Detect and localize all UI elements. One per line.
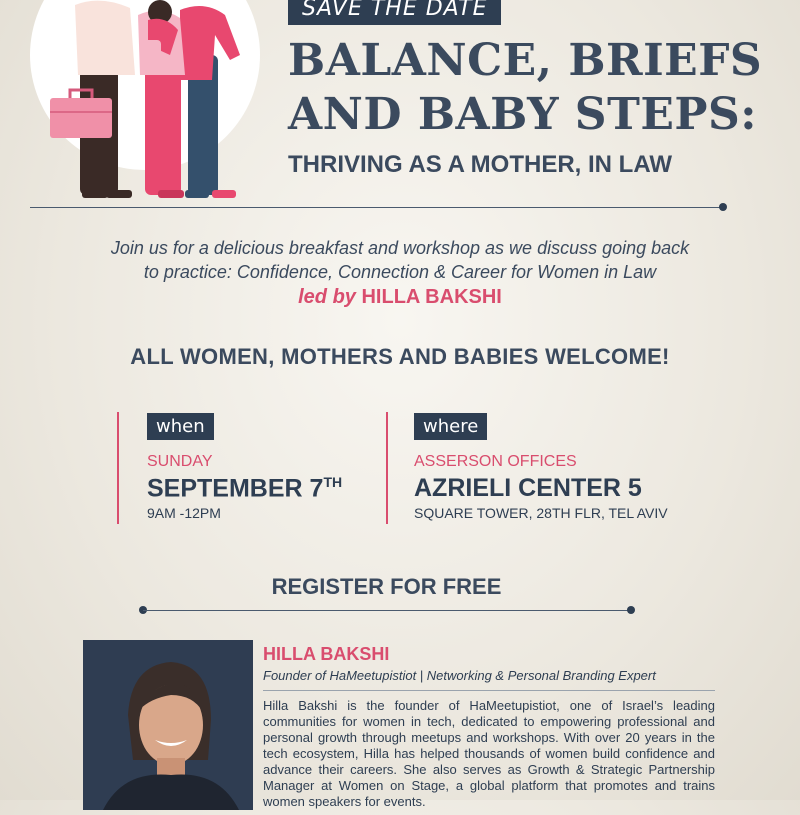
when-date xyxy=(147,474,342,503)
led-by-prefix: led by xyxy=(298,286,356,308)
led-by-name: HILLA BAKSHI xyxy=(361,286,502,308)
register-link[interactable]: REGISTER FOR FREE xyxy=(271,574,502,599)
when-tag: when xyxy=(147,413,214,440)
speaker-bio: Hilla Bakshi is the founder of HaMeetupistiot, one of Israel’s leading communities for women in tech, dedicated to empowering professional and personal growth through meetups and workshops. With over 20 years in the tech ecosystem, Hilla has helped thousands of women build confidence and advance their careers. She also serves as Growth & Strategic Partnership Manager at Women on Stage, a global platform that promotes and trains women speakers for events. xyxy=(263,698,715,809)
event-subtitle: THRIVING AS A MOTHER, IN LAW xyxy=(288,151,672,178)
save-the-date-banner: SAVE THE DATE xyxy=(288,0,501,25)
welcome-heading: ALL WOMEN, MOTHERS AND BABIES WELCOME! xyxy=(130,344,670,369)
speaker-role: Founder of HaMeetupistiot | Networking & Personal Branding Expert xyxy=(263,668,656,683)
where-tag: where xyxy=(414,413,487,440)
intro-line-1: Join us for a delicious breakfast and workshop as we discuss going back xyxy=(110,238,690,258)
when-date-text: SEPTEMBER 7 xyxy=(147,474,324,503)
header-divider xyxy=(30,207,720,208)
women-with-baby-illustration-icon xyxy=(40,0,270,205)
event-title-line-1: BALANCE, BRIEFS xyxy=(288,35,763,86)
speaker-portrait-frame xyxy=(83,640,253,810)
speaker-portrait-icon xyxy=(83,640,253,810)
where-place: AZRIELI CENTER 5 xyxy=(414,474,642,502)
register-divider-dot-right xyxy=(627,606,635,614)
register-divider xyxy=(143,610,631,611)
header-divider-dot xyxy=(719,203,727,211)
speaker-divider xyxy=(263,690,715,691)
when-time: 9AM -12PM xyxy=(147,505,221,521)
where-rule xyxy=(386,412,388,524)
when-rule xyxy=(117,412,119,524)
event-title-line-2: AND BABY STEPS: xyxy=(288,89,757,140)
where-org: ASSERSON OFFICES xyxy=(414,453,577,470)
led-by-line xyxy=(60,286,740,309)
when-day: SUNDAY xyxy=(147,453,213,470)
when-date-suffix: TH xyxy=(323,474,343,490)
where-address: SQUARE TOWER, 28TH FLR, TEL AVIV xyxy=(414,505,668,521)
intro-line-2: to practice: Confidence, Connection & Career for Women in Law xyxy=(143,262,657,282)
speaker-name: HILLA BAKSHI xyxy=(263,644,390,664)
